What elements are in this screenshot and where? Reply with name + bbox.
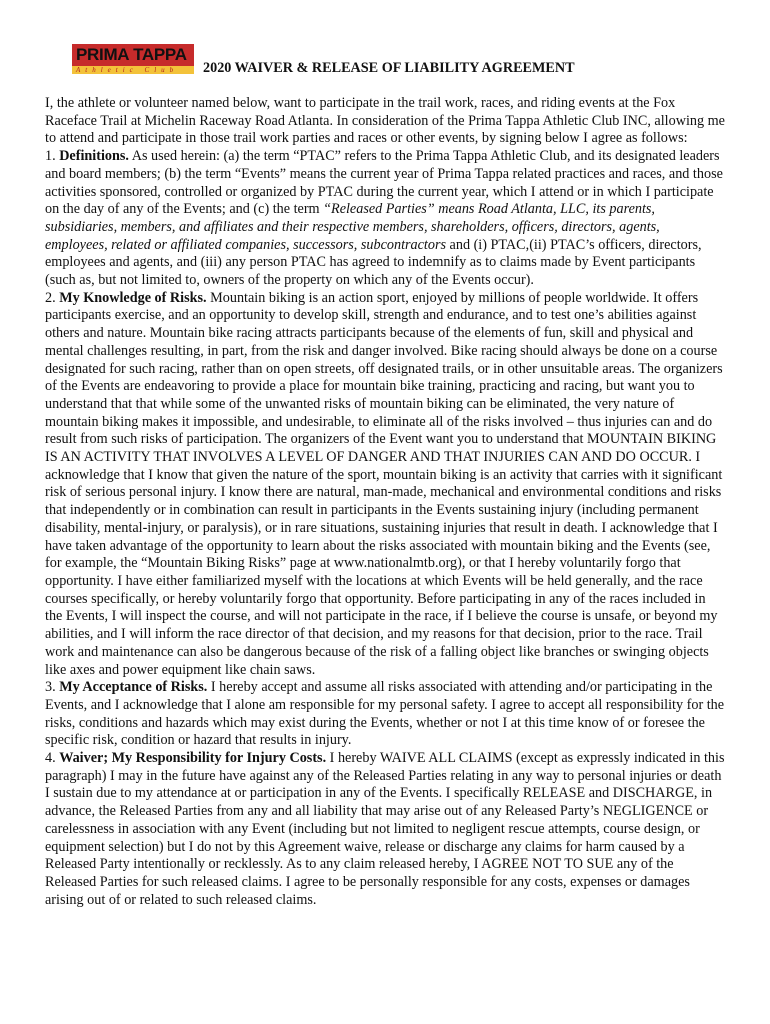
section-acceptance-of-risks <box>45 679 725 750</box>
prima-tappa-logo <box>72 44 194 74</box>
logo-word-2: TAPPA <box>133 45 187 64</box>
document-body <box>45 95 725 909</box>
section-text: I hereby accept and assume all risks associated with attending and/or participating in the Events, and I acknowledge that I alone am responsible for my personal safety. I agree to accept all responsibility for the risks, conditions and hazards which may exist during the Events, whether or not I at this time know of or foresee the specific risk, condition or hazard that results in injury. <box>45 679 725 749</box>
section-knowledge-of-risks <box>45 290 725 679</box>
document-title: 2020 WAIVER & RELEASE OF LIABILITY AGREEMENT <box>203 60 575 76</box>
section-waiver <box>45 750 725 909</box>
section-definitions <box>45 148 725 290</box>
section-text: I hereby WAIVE ALL CLAIMS (except as expressly indicated in this paragraph) I may in the future have against any of the Released Parties relating in any way to personal injuries or death I sustain due to my attendance at or participation in any of the Events. I specifically RELEASE and DISCHARGE, in advance, the Released Parties from any and all liability that may arise out of any Released Party’s NEGLIGENCE or carelessness in association with any Event (including but not limited to negligent rescue attempts, course design, or equipment selection) but I do not by this Agreement waive, release or discharge any claims for harm caused by a Released Party intentionally or recklessly. As to any claim released hereby, I AGREE NOT TO SUE any of the Released Parties for such released claims. I agree to be personally responsible for any costs, expenses or damages arising out of or related to such released claims. <box>45 750 725 908</box>
section-text-italic: “Released Parties” means Road Atlanta, LLC, its parents, subsidiaries, members, and affiliates and their respective members, shareholders, officers, directors, agents, employees, related or affiliated companies, successors, subcontractors <box>45 201 660 253</box>
section-number: 2. <box>45 289 56 306</box>
section-number: 4. <box>45 750 56 767</box>
section-text: Mountain biking is an action sport, enjoyed by millions of people worldwide. It offers participants exercise, and an opportunity to develop skill, strength and endurance, and to test one’s abilities against others and nature. Mountain bike racing attracts participants because of the elements of fun, skill and physical and mental challenges resulting, in part, from the risk and danger involved. Bike racing should always be done on a course designated for such racing, rather than on open streets, off designated trails, or in other unsuitable areas. The organizers of the Events are endeavoring to provide a place for mountain bike training, practicing and racing, but want you to understand that that while some of the unwanted risks of mountain biking can be eliminated, the very nature of mountain biking makes it impossible, and undesirable, to eliminate all of the risks involved – thus injuries can and do result from such risks of participation. The organizers of the Event want you to understand that MOUNTAIN BIKING IS AN ACTIVITY THAT INVOLVES A LEVEL OF DANGER AND THAT INJURIES CAN AND DO OCCUR. I acknowledge that I know that given the nature of the sport, mountain biking is an activity that carries with it significant risk of serious personal injury. I know there are natural, man-made, mechanical and environmental conditions and risks that independently or in combination can result in participants in the Events sustaining injury (including permanent disability, mental-injury, or paralysis), or in rare situations, sustaining injuries that result in death. I acknowledge that I have taken advantage of the opportunity to learn about the risks associated with mountain biking and the Events (see, for example, the “Mountain Biking Risks” page at www.nationalmtb.org), or that I hereby voluntarily forgo that opportunity. I have either familiarized myself with the locations at which Events will be held generally, and the race courses specifically, or hereby voluntarily forgo that opportunity. Before participating in any of the races included in the Events, I will inspect the course, and will not participate in the race, if I believe the course is unsafe, or beyond my abilities, and I will inform the race director of that decision, and my reasons for that decision, prior to the race. Trail work and maintenance can also be dangerous because of the risk of a falling object like branches or swinging objects like axes and power equipment like chain saws. <box>45 289 723 678</box>
section-heading: My Knowledge of Risks. <box>59 289 207 306</box>
section-number: 1. <box>45 148 56 165</box>
section-heading: Waiver; My Responsibility for Injury Costs. <box>59 750 327 767</box>
section-text-continued: and (i) PTAC,(ii) PTAC’s officers, directors, employees and agents, and (iii) any person PTAC has agreed to indemnify as to claims made by Event participants (such as, but not limited to, owners of the property on which any of the Events occur). <box>45 236 702 289</box>
section-heading: Definitions. <box>59 148 129 165</box>
intro-paragraph: I, the athlete or volunteer named below, want to participate in the trail work, races, and riding events at the Fox Raceface Trail at Michelin Raceway Road Atlanta. In consideration of the Prima Tappa Athletic Club INC, allowing me to attend and participate in those trail work parties and races or other events, by signing below I agree as follows: <box>45 95 725 147</box>
section-text: As used herein: (a) the term “PTAC” refers to the Prima Tappa Athletic Club, and its designated leaders and board members; (b) the term “Events” means the current year of Prima Tappa related practices and races, and those activities sponsored, controlled or organized by PTAC during the current year, which I attend or in which I participate on the day of any of the Events; and (c) the term <box>45 148 723 218</box>
logo-word-1: PRIMA <box>76 45 129 64</box>
logo-tagline: Athletic Club <box>72 66 194 74</box>
logo-wordmark <box>72 44 194 66</box>
section-heading: My Acceptance of Risks. <box>59 679 208 696</box>
section-number: 3. <box>45 679 56 696</box>
